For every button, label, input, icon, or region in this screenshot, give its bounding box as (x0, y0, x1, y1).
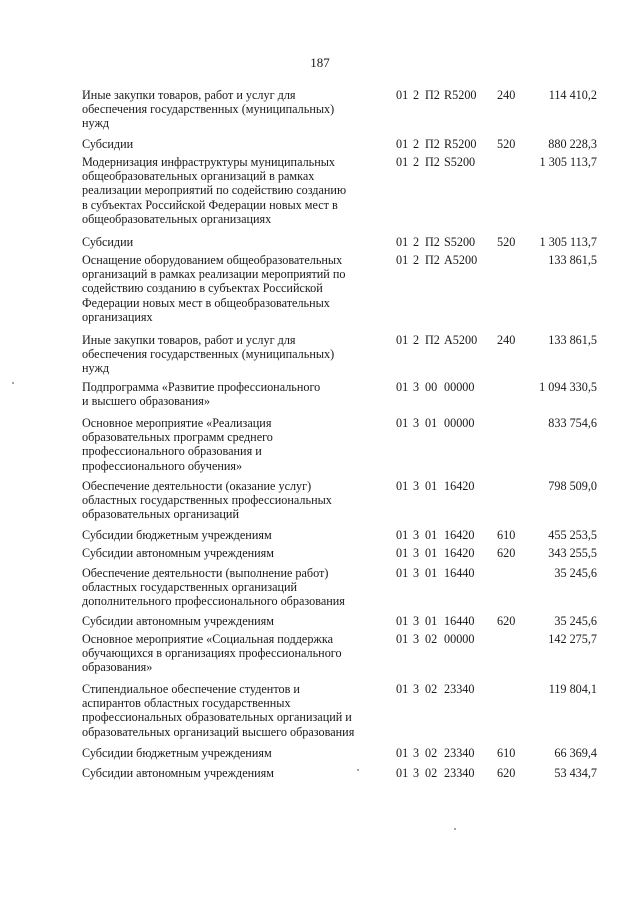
amount: 53 434,7 (554, 766, 597, 780)
amount: 455 253,5 (548, 528, 597, 542)
code-program: 01 (396, 546, 409, 560)
row-name: Обеспечение деятельности (оказание услуг) областных государственных профессиональных образовательных организаций (82, 479, 332, 522)
row-name: Субсидии автономным учреждениям (82, 614, 274, 628)
code-program: 01 (396, 566, 409, 580)
code-program: 01 (396, 632, 409, 646)
row-name: Субсидии бюджетным учреждениям (82, 746, 272, 760)
code-direction: 00000 (444, 380, 475, 394)
scan-speck (12, 382, 14, 384)
code-program: 01 (396, 416, 409, 430)
code-program: 01 (396, 155, 409, 169)
code-event: 02 (425, 682, 438, 696)
row-name: Оснащение оборудованием общеобразовательных организаций в рамках реализации мероприятий по содействию созданию в субъектах Российской Федерации новых мест в общеобразовательных организациях (82, 253, 346, 324)
code-program: 01 (396, 380, 409, 394)
code-direction: S5200 (444, 155, 476, 169)
code-subprogram: 2 (413, 235, 420, 249)
code-subprogram: 2 (413, 137, 420, 151)
code-subprogram: 2 (413, 253, 420, 267)
code-program: 01 (396, 746, 409, 760)
row-name: Субсидии автономным учреждениям (82, 546, 274, 560)
row-name: Субсидии (82, 235, 134, 249)
code-expense-type: 240 (497, 88, 516, 102)
code-expense-type: 620 (497, 614, 516, 628)
code-direction: 16440 (444, 566, 475, 580)
row-name: Иные закупки товаров, работ и услуг для обеспечения государственных (муниципальных) нужд (82, 88, 335, 131)
row-name: Модернизация инфраструктуры муниципальных общеобразовательных организаций в рамках реализации мероприятий по содействию созданию в субъектах Российской Федерации новых мест в общеобразовательных организациях (82, 155, 347, 226)
row-name: Подпрограмма «Развитие профессионального и высшего образования» (82, 380, 321, 409)
code-subprogram: 3 (413, 416, 420, 430)
page-number: 187 (310, 55, 330, 70)
code-program: 01 (396, 235, 409, 249)
amount: 66 369,4 (554, 746, 597, 760)
code-event: 01 (425, 614, 438, 628)
amount: 798 509,0 (548, 479, 597, 493)
code-direction: А5200 (444, 333, 478, 347)
code-expense-type: 610 (497, 746, 516, 760)
row-name: Субсидии автономным учреждениям (82, 766, 274, 780)
row-name: Стипендиальное обеспечение студентов и аспирантов областных государственных профессиональных образовательных организаций и образовательных организаций высшего образования (82, 682, 355, 739)
code-subprogram: 2 (413, 333, 420, 347)
code-direction: 16440 (444, 614, 475, 628)
code-expense-type: 240 (497, 333, 516, 347)
code-program: 01 (396, 682, 409, 696)
code-expense-type: 620 (497, 766, 516, 780)
code-event: П2 (425, 235, 440, 249)
code-subprogram: 3 (413, 632, 420, 646)
amount: 133 861,5 (548, 253, 597, 267)
code-event: П2 (425, 333, 440, 347)
amount: 114 410,2 (548, 88, 597, 102)
code-event: 01 (425, 566, 438, 580)
code-direction: 16420 (444, 546, 475, 560)
code-subprogram: 3 (413, 766, 420, 780)
row-name: Субсидии бюджетным учреждениям (82, 528, 272, 542)
code-program: 01 (396, 137, 409, 151)
code-direction: R5200 (444, 137, 477, 151)
code-direction: 00000 (444, 632, 475, 646)
code-direction: 00000 (444, 416, 475, 430)
amount: 133 861,5 (548, 333, 597, 347)
code-event: П2 (425, 88, 440, 102)
code-subprogram: 2 (413, 88, 420, 102)
amount: 1 305 113,7 (539, 155, 597, 169)
code-subprogram: 3 (413, 566, 420, 580)
code-expense-type: 620 (497, 546, 516, 560)
amount: 35 245,6 (554, 614, 597, 628)
code-subprogram: 3 (413, 546, 420, 560)
amount: 1 094 330,5 (539, 380, 597, 394)
code-subprogram: 2 (413, 155, 420, 169)
code-program: 01 (396, 253, 409, 267)
code-subprogram: 3 (413, 682, 420, 696)
amount: 833 754,6 (548, 416, 597, 430)
code-expense-type: 520 (497, 137, 516, 151)
code-event: 01 (425, 528, 438, 542)
code-program: 01 (396, 88, 409, 102)
code-direction: 23340 (444, 766, 475, 780)
scan-speck (454, 828, 456, 830)
code-program: 01 (396, 766, 409, 780)
code-direction: 23340 (444, 746, 475, 760)
code-subprogram: 3 (413, 380, 420, 394)
code-direction: R5200 (444, 88, 477, 102)
code-event: 02 (425, 746, 438, 760)
code-event: 00 (425, 380, 438, 394)
amount: 343 255,5 (548, 546, 597, 560)
code-direction: 16420 (444, 479, 475, 493)
code-event: 02 (425, 766, 438, 780)
code-direction: А5200 (444, 253, 478, 267)
code-program: 01 (396, 528, 409, 542)
scan-speck (357, 769, 359, 771)
code-event: 01 (425, 546, 438, 560)
code-expense-type: 520 (497, 235, 516, 249)
row-name: Обеспечение деятельности (выполнение работ) областных государственных организаций дополнительного профессионального образования (82, 566, 345, 609)
amount: 142 275,7 (548, 632, 597, 646)
row-name: Субсидии (82, 137, 134, 151)
code-program: 01 (396, 479, 409, 493)
code-event: 01 (425, 479, 438, 493)
code-event: П2 (425, 137, 440, 151)
row-name: Иные закупки товаров, работ и услуг для обеспечения государственных (муниципальных) нужд (82, 333, 335, 376)
amount: 1 305 113,7 (539, 235, 597, 249)
code-subprogram: 3 (413, 746, 420, 760)
code-direction: S5200 (444, 235, 476, 249)
row-name: Основное мероприятие «Реализация образовательных программ среднего профессионального образования и профессионального обучения» (82, 416, 273, 473)
amount: 35 245,6 (554, 566, 597, 580)
code-subprogram: 3 (413, 614, 420, 628)
code-expense-type: 610 (497, 528, 516, 542)
code-event: П2 (425, 253, 440, 267)
code-program: 01 (396, 614, 409, 628)
code-event: 01 (425, 416, 438, 430)
code-event: 02 (425, 632, 438, 646)
code-event: П2 (425, 155, 440, 169)
amount: 880 228,3 (548, 137, 597, 151)
code-direction: 23340 (444, 682, 475, 696)
code-subprogram: 3 (413, 528, 420, 542)
row-name: Основное мероприятие «Социальная поддержка обучающихся в организациях профессионального образования» (82, 632, 342, 675)
code-program: 01 (396, 333, 409, 347)
amount: 119 804,1 (548, 682, 597, 696)
code-direction: 16420 (444, 528, 475, 542)
code-subprogram: 3 (413, 479, 420, 493)
